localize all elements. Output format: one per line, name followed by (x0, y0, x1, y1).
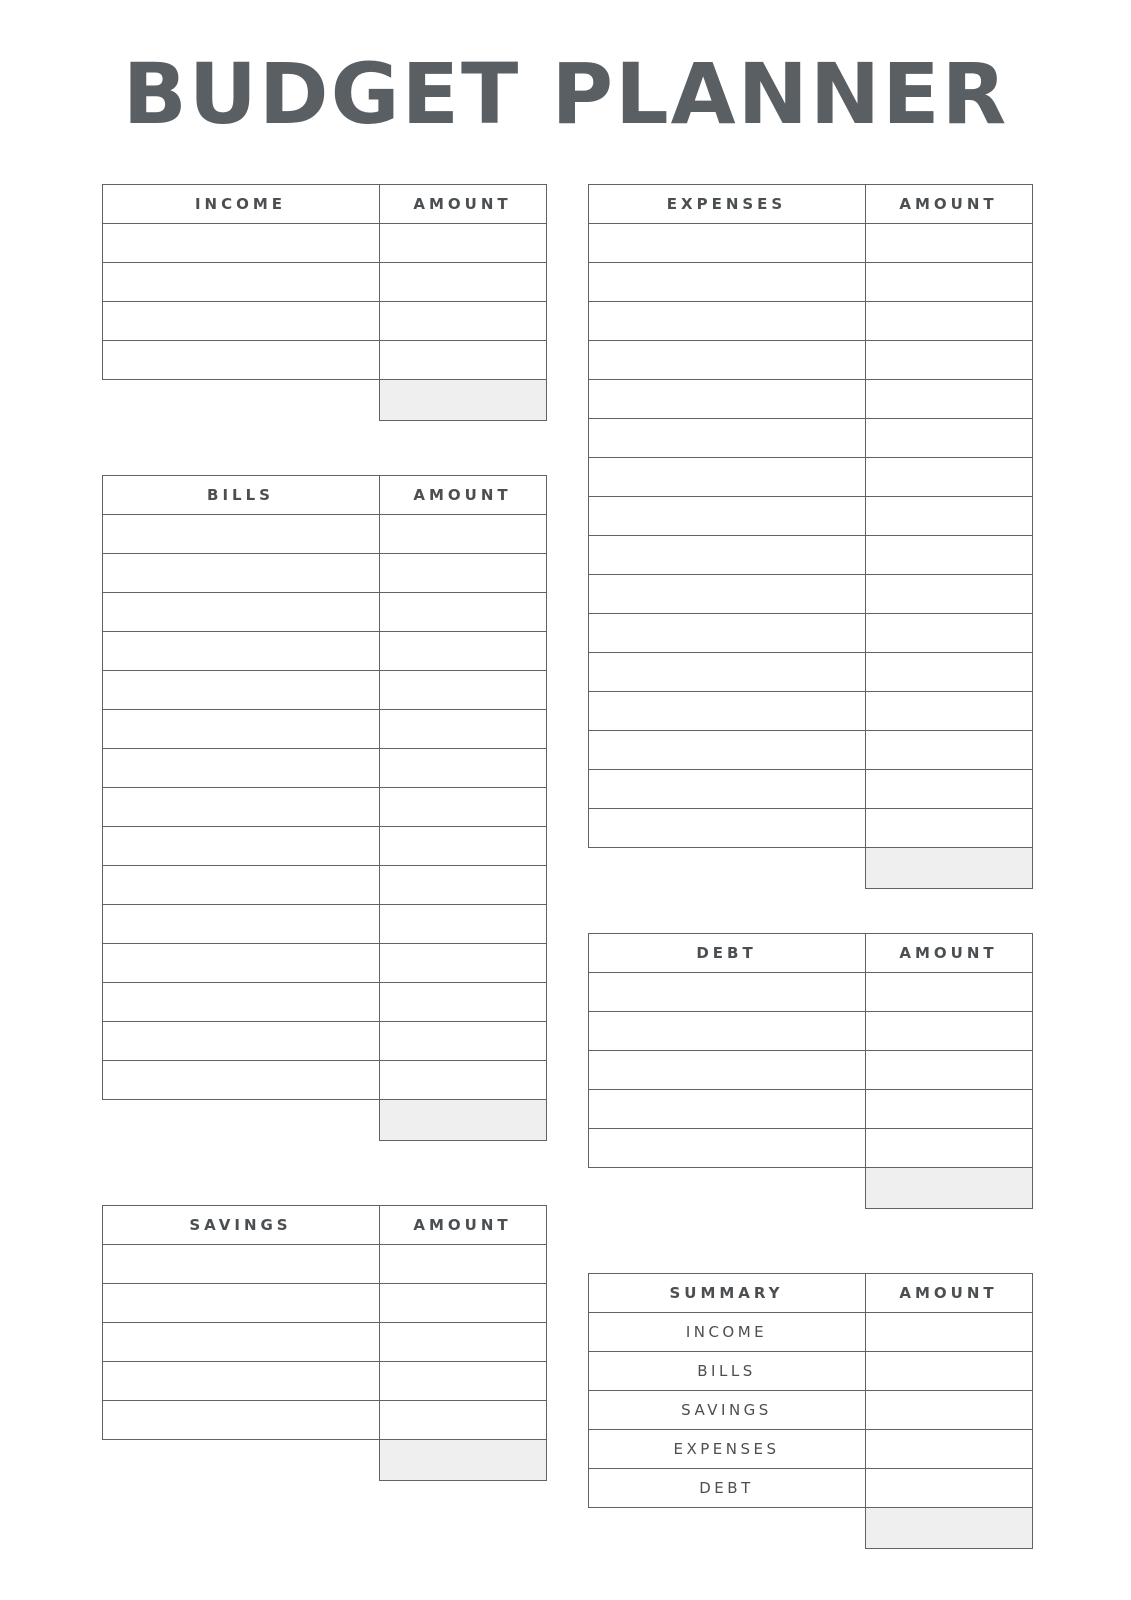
table-row (102, 866, 546, 905)
bills-label-cell[interactable] (102, 1022, 379, 1061)
expenses-amount-cell[interactable] (865, 809, 1032, 848)
expenses-amount-cell[interactable] (865, 380, 1032, 419)
summary-table-body (588, 1274, 1032, 1549)
bills-label-cell[interactable] (102, 632, 379, 671)
bills-label-cell[interactable] (102, 1061, 379, 1100)
bills-amount-cell[interactable] (379, 827, 546, 866)
summary-row-amount-debt[interactable] (865, 1469, 1032, 1508)
table-row (588, 497, 1032, 536)
expenses-amount-cell[interactable] (865, 536, 1032, 575)
income-header-row (102, 185, 546, 224)
table-row (588, 575, 1032, 614)
expenses-amount-cell[interactable] (865, 770, 1032, 809)
income-total-row (102, 380, 546, 421)
expenses-amount-cell[interactable] (865, 497, 1032, 536)
income-total-spacer (102, 380, 379, 421)
summary-header-row (588, 1274, 1032, 1313)
bills-amount-cell[interactable] (379, 1061, 546, 1100)
expenses-label-cell[interactable] (588, 770, 865, 809)
summary-row-amount-bills[interactable] (865, 1352, 1032, 1391)
expenses-total-row (588, 848, 1032, 889)
table-row (102, 515, 546, 554)
spacer (588, 1209, 1030, 1273)
bills-table-body (102, 476, 546, 1141)
debt-amount-cell[interactable] (865, 973, 1032, 1012)
expenses-label-cell[interactable] (588, 653, 865, 692)
expenses-amount-cell[interactable] (865, 341, 1032, 380)
income-label-cell[interactable] (102, 341, 379, 380)
table-row (102, 944, 546, 983)
expenses-header-row (588, 185, 1032, 224)
bills-amount-cell[interactable] (379, 983, 546, 1022)
table-row (588, 731, 1032, 770)
savings-amount-cell[interactable] (379, 1245, 546, 1284)
debt-total-row (588, 1168, 1032, 1209)
table-row (102, 1323, 546, 1362)
table-row (588, 419, 1032, 458)
table-row (588, 1090, 1032, 1129)
bills-label-cell[interactable] (102, 515, 379, 554)
expenses-amount-cell[interactable] (865, 575, 1032, 614)
bills-amount-cell[interactable] (379, 554, 546, 593)
expenses-amount-cell[interactable] (865, 731, 1032, 770)
debt-header-amount: AMOUNT (865, 934, 1032, 973)
bills-amount-cell[interactable] (379, 515, 546, 554)
table-row (588, 1012, 1032, 1051)
savings-header-row (102, 1206, 546, 1245)
expenses-label-cell[interactable] (588, 809, 865, 848)
bills-label-cell[interactable] (102, 905, 379, 944)
table-row (588, 973, 1032, 1012)
bills-amount-cell[interactable] (379, 944, 546, 983)
table-row (102, 1022, 546, 1061)
expenses-label-cell[interactable] (588, 419, 865, 458)
table-row (588, 1352, 1032, 1391)
table-row (102, 671, 546, 710)
income-total-box[interactable] (379, 380, 546, 421)
expenses-label-cell[interactable] (588, 224, 865, 263)
table-row (102, 632, 546, 671)
bills-total-row (102, 1100, 546, 1141)
bills-amount-cell[interactable] (379, 788, 546, 827)
expenses-label-cell[interactable] (588, 497, 865, 536)
expenses-total-box[interactable] (865, 848, 1032, 889)
tables-layout (0, 136, 1131, 1549)
savings-total-box[interactable] (379, 1440, 546, 1481)
bills-header-row (102, 476, 546, 515)
savings-table-body (102, 1206, 546, 1481)
bills-amount-cell[interactable] (379, 905, 546, 944)
table-row (102, 593, 546, 632)
savings-amount-cell[interactable] (379, 1362, 546, 1401)
table-row (588, 653, 1032, 692)
summary-header-label: SUMMARY (588, 1274, 865, 1313)
table-row (588, 1129, 1032, 1168)
summary-row-amount-income[interactable] (865, 1313, 1032, 1352)
spacer (588, 889, 1030, 933)
table-row (102, 749, 546, 788)
table-row (588, 458, 1032, 497)
savings-amount-cell[interactable] (379, 1284, 546, 1323)
bills-amount-cell[interactable] (379, 593, 546, 632)
debt-total-spacer (588, 1168, 865, 1209)
debt-label-cell[interactable] (588, 1129, 865, 1168)
debt-amount-cell[interactable] (865, 1090, 1032, 1129)
debt-total-box[interactable] (865, 1168, 1032, 1209)
summary-row-label-savings: SAVINGS (588, 1391, 865, 1430)
savings-header-label: SAVINGS (102, 1206, 379, 1245)
debt-header-row (588, 934, 1032, 973)
bills-label-cell[interactable] (102, 788, 379, 827)
debt-amount-cell[interactable] (865, 1051, 1032, 1090)
table-row (102, 224, 546, 263)
table-row (102, 302, 546, 341)
bills-label-cell[interactable] (102, 554, 379, 593)
expenses-label-cell[interactable] (588, 263, 865, 302)
expenses-label-cell[interactable] (588, 380, 865, 419)
bills-label-cell[interactable] (102, 983, 379, 1022)
savings-total-row (102, 1440, 546, 1481)
table-row (102, 710, 546, 749)
expenses-amount-cell[interactable] (865, 263, 1032, 302)
expenses-amount-cell[interactable] (865, 302, 1032, 341)
summary-row-label-expenses: EXPENSES (588, 1430, 865, 1469)
expenses-total-spacer (588, 848, 865, 889)
income-label-cell[interactable] (102, 263, 379, 302)
table-row (588, 809, 1032, 848)
expenses-header-label: EXPENSES (588, 185, 865, 224)
bills-header-label: BILLS (102, 476, 379, 515)
bills-label-cell[interactable] (102, 944, 379, 983)
debt-header-label: DEBT (588, 934, 865, 973)
income-amount-cell[interactable] (379, 341, 546, 380)
bills-amount-cell[interactable] (379, 671, 546, 710)
bills-total-spacer (102, 1100, 379, 1141)
expenses-amount-cell[interactable] (865, 419, 1032, 458)
savings-label-cell[interactable] (102, 1362, 379, 1401)
expenses-header-amount: AMOUNT (865, 185, 1032, 224)
bills-amount-cell[interactable] (379, 866, 546, 905)
summary-row-label-debt: DEBT (588, 1469, 865, 1508)
table-row (588, 1391, 1032, 1430)
expenses-label-cell[interactable] (588, 458, 865, 497)
table-row (102, 905, 546, 944)
right-column (588, 184, 1030, 1549)
spacer (102, 1141, 544, 1205)
expenses-table (588, 184, 1033, 889)
expenses-label-cell[interactable] (588, 536, 865, 575)
income-amount-cell[interactable] (379, 224, 546, 263)
expenses-label-cell[interactable] (588, 302, 865, 341)
savings-header-amount: AMOUNT (379, 1206, 546, 1245)
summary-table (588, 1273, 1033, 1549)
bills-label-cell[interactable] (102, 710, 379, 749)
expenses-amount-cell[interactable] (865, 692, 1032, 731)
savings-label-cell[interactable] (102, 1401, 379, 1440)
table-row (102, 263, 546, 302)
savings-label-cell[interactable] (102, 1323, 379, 1362)
table-row (588, 1430, 1032, 1469)
expenses-amount-cell[interactable] (865, 614, 1032, 653)
summary-total-spacer (588, 1508, 865, 1549)
debt-table-body (588, 934, 1032, 1209)
table-row (102, 1362, 546, 1401)
expenses-amount-cell[interactable] (865, 653, 1032, 692)
debt-amount-cell[interactable] (865, 1129, 1032, 1168)
table-row (588, 614, 1032, 653)
income-label-cell[interactable] (102, 224, 379, 263)
summary-total-box[interactable] (865, 1508, 1032, 1549)
summary-total-row (588, 1508, 1032, 1549)
income-header-label: INCOME (102, 185, 379, 224)
savings-amount-cell[interactable] (379, 1401, 546, 1440)
table-row (588, 224, 1032, 263)
table-row (102, 788, 546, 827)
table-row (102, 1401, 546, 1440)
table-row (102, 341, 546, 380)
table-row (588, 263, 1032, 302)
summary-row-amount-savings[interactable] (865, 1391, 1032, 1430)
income-label-cell[interactable] (102, 302, 379, 341)
expenses-amount-cell[interactable] (865, 224, 1032, 263)
summary-row-label-bills: BILLS (588, 1352, 865, 1391)
table-row (588, 692, 1032, 731)
table-row (588, 1469, 1032, 1508)
table-row (102, 827, 546, 866)
table-row (588, 341, 1032, 380)
debt-label-cell[interactable] (588, 1090, 865, 1129)
bills-label-cell[interactable] (102, 866, 379, 905)
table-row (588, 770, 1032, 809)
bills-amount-cell[interactable] (379, 1022, 546, 1061)
bills-label-cell[interactable] (102, 593, 379, 632)
summary-row-label-income: INCOME (588, 1313, 865, 1352)
table-row (102, 1284, 546, 1323)
table-row (588, 1051, 1032, 1090)
expenses-amount-cell[interactable] (865, 458, 1032, 497)
left-column (102, 184, 544, 1549)
savings-label-cell[interactable] (102, 1245, 379, 1284)
table-row (588, 536, 1032, 575)
income-amount-cell[interactable] (379, 263, 546, 302)
bills-amount-cell[interactable] (379, 710, 546, 749)
savings-table (102, 1205, 547, 1481)
debt-label-cell[interactable] (588, 1012, 865, 1051)
spacer (102, 421, 544, 475)
table-row (588, 380, 1032, 419)
expenses-label-cell[interactable] (588, 341, 865, 380)
bills-label-cell[interactable] (102, 671, 379, 710)
income-table (102, 184, 547, 421)
bills-label-cell[interactable] (102, 749, 379, 788)
expenses-label-cell[interactable] (588, 614, 865, 653)
table-row (102, 983, 546, 1022)
table-row (588, 302, 1032, 341)
bills-table (102, 475, 547, 1141)
page-title: BUDGET PLANNER (122, 45, 1009, 143)
bills-amount-cell[interactable] (379, 749, 546, 788)
savings-amount-cell[interactable] (379, 1323, 546, 1362)
table-row (102, 554, 546, 593)
expenses-label-cell[interactable] (588, 692, 865, 731)
income-header-amount: AMOUNT (379, 185, 546, 224)
expenses-table-body (588, 185, 1032, 889)
bills-total-box[interactable] (379, 1100, 546, 1141)
table-row (102, 1245, 546, 1284)
debt-label-cell[interactable] (588, 1051, 865, 1090)
savings-total-spacer (102, 1440, 379, 1481)
table-row (102, 1061, 546, 1100)
expenses-label-cell[interactable] (588, 575, 865, 614)
bills-header-amount: AMOUNT (379, 476, 546, 515)
income-amount-cell[interactable] (379, 302, 546, 341)
bills-amount-cell[interactable] (379, 632, 546, 671)
income-table-body (102, 185, 546, 421)
debt-table (588, 933, 1033, 1209)
bills-label-cell[interactable] (102, 827, 379, 866)
summary-row-amount-expenses[interactable] (865, 1430, 1032, 1469)
debt-amount-cell[interactable] (865, 1012, 1032, 1051)
debt-label-cell[interactable] (588, 973, 865, 1012)
savings-label-cell[interactable] (102, 1284, 379, 1323)
expenses-label-cell[interactable] (588, 731, 865, 770)
summary-header-amount: AMOUNT (865, 1274, 1032, 1313)
table-row (588, 1313, 1032, 1352)
